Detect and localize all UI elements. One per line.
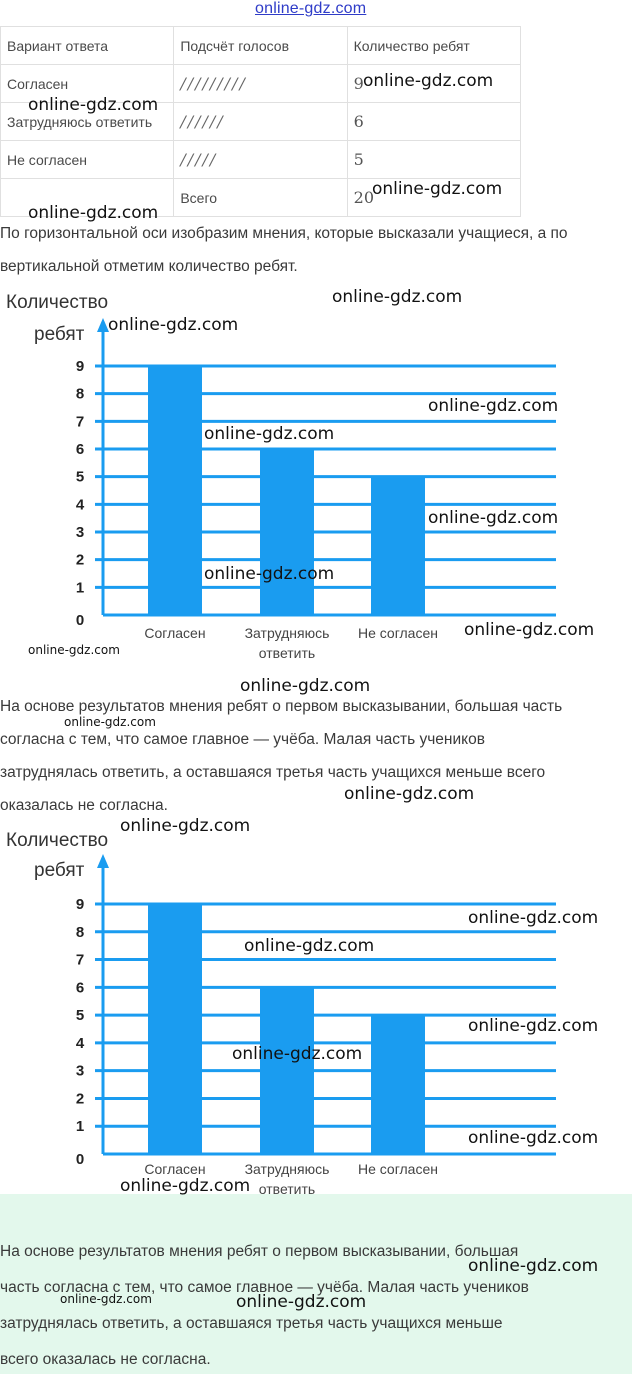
y-tick-label: 5 bbox=[75, 468, 85, 486]
watermark-text: online-gdz.com bbox=[64, 715, 156, 729]
table-header-cell: Подсчёт голосов bbox=[174, 27, 347, 65]
y-axis-arrow-icon bbox=[97, 854, 109, 868]
watermark-text: online-gdz.com bbox=[232, 1044, 363, 1064]
table-cell-total-count: 20 bbox=[347, 179, 520, 217]
watermark-text: online-gdz.com bbox=[236, 1292, 367, 1312]
y-tick-label: 1 bbox=[75, 579, 85, 597]
y-axis-label: ребят bbox=[34, 860, 85, 881]
y-tick-label: 0 bbox=[75, 612, 85, 629]
y-tick-label: 7 bbox=[75, 413, 85, 431]
y-tick-label: 6 bbox=[75, 979, 85, 997]
paragraph-line: На основе результатов мнения ребят о первом высказывании, большая bbox=[0, 1243, 519, 1260]
y-tick-label: 9 bbox=[75, 358, 85, 375]
y-tick-label: 3 bbox=[75, 524, 85, 541]
watermark-text: online-gdz.com bbox=[468, 1256, 599, 1276]
paragraph-line: затруднялась ответить, а оставшаяся третья часть учащихся меньше bbox=[0, 1315, 503, 1332]
watermark-text: online-gdz.com bbox=[28, 95, 159, 115]
y-tick-label: 9 bbox=[75, 896, 85, 913]
watermark-text: online-gdz.com bbox=[428, 396, 559, 416]
y-tick-label: 5 bbox=[75, 1007, 85, 1025]
watermark-text: online-gdz.com bbox=[468, 908, 599, 928]
watermark-text: online-gdz.com bbox=[244, 936, 375, 956]
x-category-label: Согласен bbox=[144, 625, 206, 641]
y-axis-label: Количество bbox=[6, 292, 109, 313]
x-category-label: ответить bbox=[258, 1181, 316, 1194]
table-cell-option: Согласен bbox=[1, 65, 174, 103]
table-cell-total-label: Всего bbox=[174, 179, 347, 217]
y-axis-label: ребят bbox=[34, 324, 85, 345]
watermark-text: online-gdz.com bbox=[344, 784, 475, 804]
watermark-text: online-gdz.com bbox=[332, 287, 463, 307]
y-axis-label: Количество bbox=[6, 830, 109, 851]
paragraph-line: часть согласна с тем, что самое главное — учёба. Малая часть учеников bbox=[0, 1279, 529, 1296]
y-tick-label: 6 bbox=[75, 441, 85, 458]
table-cell-tally: ///////// bbox=[174, 65, 347, 103]
bar-1 bbox=[148, 366, 202, 615]
watermark-text: online-gdz.com bbox=[120, 816, 251, 836]
watermark-text: online-gdz.com bbox=[60, 1292, 152, 1306]
bar-3 bbox=[371, 477, 425, 615]
watermark-text: online-gdz.com bbox=[363, 71, 494, 91]
paragraph-line: всего оказалась не согласна. bbox=[0, 1351, 211, 1368]
table-row bbox=[1, 141, 521, 179]
y-tick-label: 0 bbox=[75, 1151, 85, 1168]
table-header-cell: Вариант ответа bbox=[1, 27, 174, 65]
watermark-text: online-gdz.com bbox=[468, 1128, 599, 1148]
watermark-text: online-gdz.com bbox=[464, 620, 595, 640]
y-tick-label: 7 bbox=[75, 951, 85, 969]
table-header-cell: Количество ребят bbox=[347, 27, 520, 65]
table-cell-count: 6 bbox=[347, 103, 520, 141]
paragraph-line: оказалась не согласна. bbox=[0, 797, 168, 814]
y-tick-label: 4 bbox=[75, 1034, 85, 1052]
table-header-row bbox=[1, 27, 521, 65]
watermark-text: online-gdz.com bbox=[28, 643, 120, 657]
intro-paragraph bbox=[0, 217, 632, 283]
table-cell-count: 9 bbox=[347, 65, 520, 103]
conclusion-paragraph-1 bbox=[0, 690, 632, 822]
x-category-label: Согласен bbox=[144, 1161, 206, 1177]
y-tick-label: 3 bbox=[75, 1062, 85, 1080]
table-cell-tally: ////// bbox=[174, 103, 347, 141]
watermark-text: online-gdz.com bbox=[108, 315, 239, 335]
bar-1 bbox=[148, 904, 202, 1154]
watermark-text: online-gdz.com bbox=[428, 508, 559, 528]
site-watermark-link[interactable]: online-gdz.com bbox=[255, 0, 367, 17]
watermark-text: online-gdz.com bbox=[468, 1016, 599, 1036]
y-tick-label: 2 bbox=[75, 1090, 85, 1108]
bar-chart-1 bbox=[0, 280, 632, 665]
paragraph-line: вертикальной отметим количество ребят. bbox=[0, 258, 298, 275]
watermark-text: online-gdz.com bbox=[28, 203, 159, 223]
watermark-text: online-gdz.com bbox=[204, 424, 335, 444]
table-cell-option: Затрудняюсь ответить bbox=[1, 103, 174, 141]
watermark-text: online-gdz.com bbox=[120, 1176, 251, 1196]
bar-3 bbox=[371, 1015, 425, 1154]
y-tick-label: 2 bbox=[75, 551, 85, 569]
y-tick-label: 8 bbox=[75, 923, 85, 941]
watermark-text: online-gdz.com bbox=[372, 179, 503, 199]
paragraph-line: затруднялась ответить, а оставшаяся третья часть учащихся меньше всего bbox=[0, 764, 546, 781]
y-tick-label: 1 bbox=[75, 1118, 85, 1136]
paragraph-line: согласна с тем, что самое главное — учёба. Малая часть учеников bbox=[0, 731, 485, 748]
x-category-label: Не согласен bbox=[357, 625, 439, 641]
x-category-label: ответить bbox=[258, 645, 316, 661]
y-tick-label: 4 bbox=[75, 496, 85, 514]
bar-2 bbox=[260, 987, 314, 1154]
paragraph-line: На основе результатов мнения ребят о первом высказывании, большая часть bbox=[0, 698, 563, 715]
table-cell-count: 5 bbox=[347, 141, 520, 179]
watermark-text: online-gdz.com bbox=[204, 564, 335, 584]
table-cell-option: Не согласен bbox=[1, 141, 174, 179]
watermark-text: online-gdz.com bbox=[240, 676, 371, 696]
table-cell-tally: ///// bbox=[174, 141, 347, 179]
y-tick-label: 8 bbox=[75, 385, 85, 403]
x-category-label: Не согласен bbox=[357, 1161, 439, 1177]
paragraph-line: По горизонтальной оси изобразим мнения, которые высказали учащиеся, а по bbox=[0, 225, 568, 242]
x-category-label: Затрудняюсь bbox=[244, 1161, 330, 1177]
x-category-label: Затрудняюсь bbox=[244, 625, 330, 641]
bar-2 bbox=[260, 449, 314, 615]
